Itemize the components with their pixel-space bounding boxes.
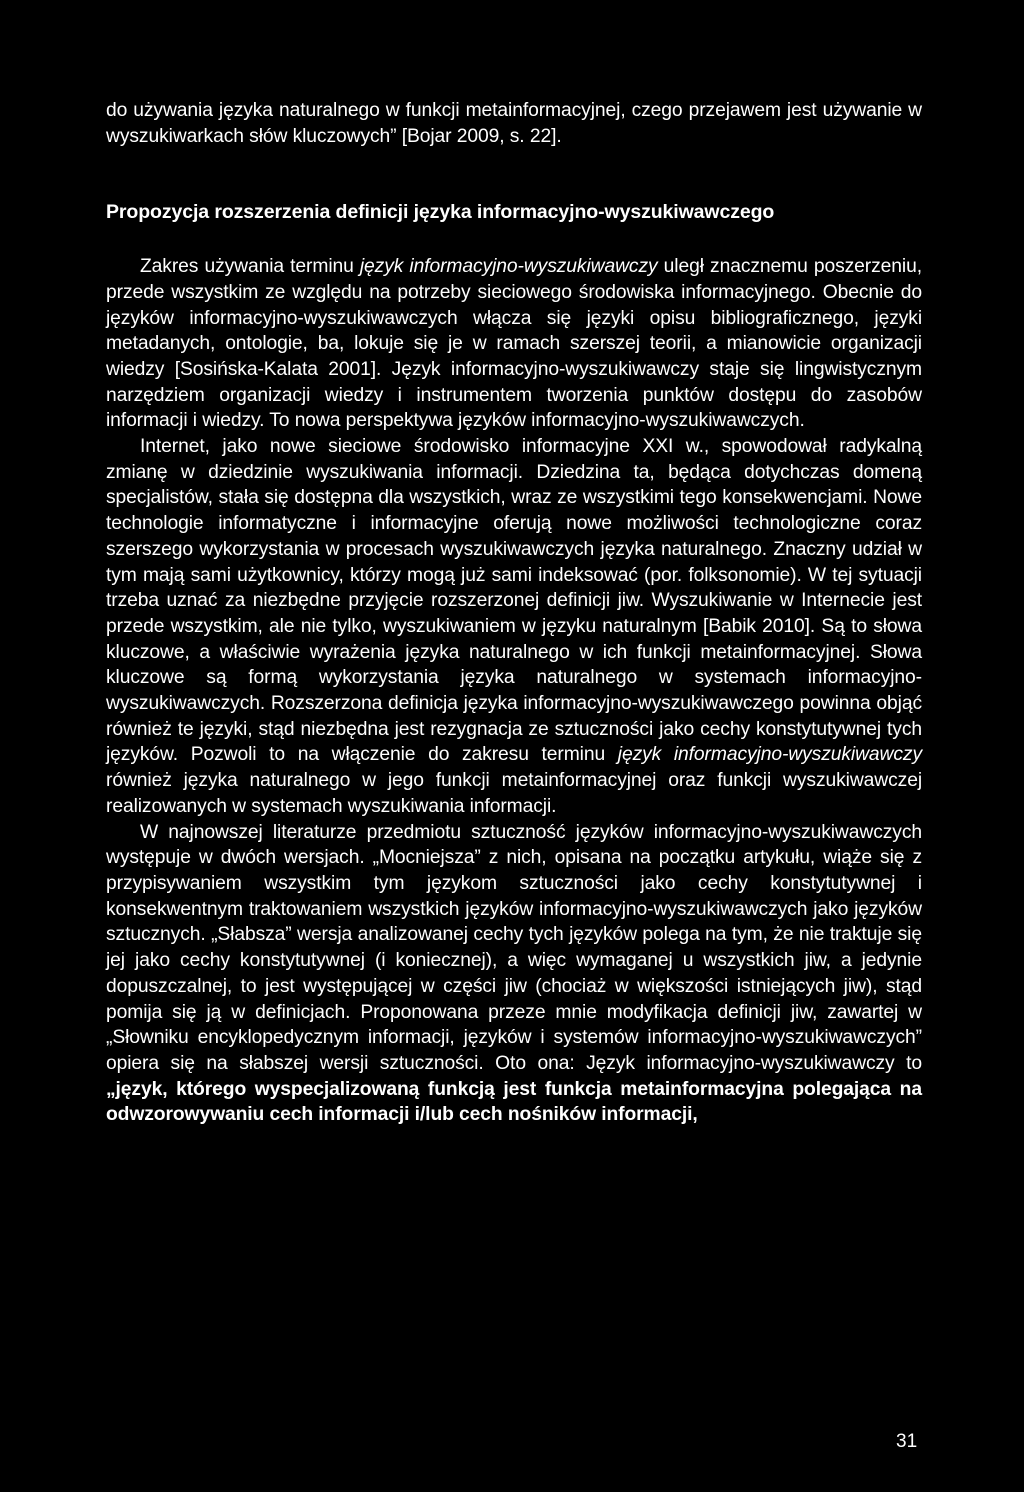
text-column [106,98,922,1128]
paragraph-2-text-a: Internet, jako nowe sieciowe środowisko informacyjne XXI w., spowodował radykalną zmianę w dziedzinie wyszukiwania informacji. Dziedzina ta, będąca dotychczas domeną specjalistów, stała się dostępna dla wszystkich, wraz ze wszystkimi tego konsekwencjami. Nowe technologie informatyczne i informacyjne oferują nowe możliwości technologiczne coraz szerszego wykorzystania w procesach wyszukiwawczych języka naturalnego. Znaczny udział w tym mają sami użytkownicy, którzy mogą już sami indeksować (por. folksonomie). W tej sytuacji trzeba uznać za niezbędne przyjęcie rozszerzonej definicji jiw. Wyszukiwanie w Internecie jest przede wszystkim, ale nie tylko, wyszukiwaniem w języku naturalnym [Babik 2010]. Są to słowa kluczowe, a właściwie wyrażenia języka naturalnego w ich funkcji metainformacyjnej. Słowa kluczowe są formą wykorzystania języka naturalnego w systemach informacyjno-wyszukiwawczych. Rozszerzona definicja języka informacyjno-wyszukiwawczego powinna objąć również te języki, stąd niezbędna jest rezygnacja ze sztuczności jako cechy konstytutywnej tych języków. Pozwoli to na włączenie do zakresu terminu [106,436,922,766]
paragraph-3-definition: „język, którego wyspecjalizowaną funkcją jest funkcja metainformacyjna polegająca na odwzorowywaniu cech informacji i/lub cech nośników informacji, [106,1078,922,1126]
paragraph-1-text-b: uległ znacznemu poszerzeniu, przede wszystkim ze względu na potrzeby sieciowego środowiska informacyjnego. Obecnie do języków informacyjno-wyszukiwawczych włącza się języki opisu bibliograficznego, języki metadanych, ontologie, ba, lokuje się je w ramach szerszej teorii, a mianowicie organizacji wiedzy [Sosińska-Kalata 2001]. Język informacyjno-wyszukiwawczy staje się lingwistycznym narzędziem organizacji wiedzy i instrumentem tworzenia punktów dostępu do zasobów informacji i wiedzy. To nowa perspektywa języków informacyjno-wyszukiwawczych. [106,256,922,432]
page-number: 31 [896,1431,918,1452]
paragraph-3-text: W najnowszej literaturze przedmiotu sztuczność języków informacyjno-wyszukiwawczych występuje w dwóch wersjach. „Mocniejsza” z nich, opisana na początku artykułu, wiąże się z przypisywaniem wszystkim tym językom sztuczności jako cechy konstytutywnej i konsekwentnym traktowaniem wszystkich języków informacyjno-wyszukiwawczych jako języków sztucznych. „Słabsza” wersja analizowanej cechy tych języków polega na tym, że nie traktuje się jej jako cechy konstytutywnej (i koniecznej), a więc wymaganej u wszystkich jiw, a jedynie dopuszczalnej, to jest występującej w części jiw (chociaż w większości istniejących jiw), stąd pomija się ją w definicjach. Proponowana przeze mnie modyfikacja definicji jiw, zawartej w „Słowniku encyklopedycznym informacji, języków i systemów informacyjno-wyszukiwawczych” opiera się na słabszej wersji sztuczności. Oto ona: Język informacyjno-wyszukiwawczy to [106,821,922,1074]
paragraph-2-text-b: również języka naturalnego w jego funkcji metainformacyjnej oraz funkcji wyszukiwawczej realizowanych w systemach wyszukiwania informacji. [106,770,922,817]
paragraph-1 [106,254,922,434]
section-heading: Propozycja rozszerzenia definicji języka informacyjno-wyszukiwawczego [106,201,775,224]
opening-paragraph: do używania języka naturalnego w funkcji metainformacyjnej, czego przejawem jest używanie w wyszukiwarkach słów kluczowych” [Bojar 2009, s. 22]. [106,100,922,147]
paragraph-3 [106,820,922,1128]
paragraph-1-term: język informacyjno-wyszukiwawczy [359,256,658,278]
paragraph-2-term: język informacyjno-wyszukiwawczy [617,744,922,766]
paragraph-2 [106,434,922,820]
paragraph-1-text-a: Zakres używania terminu [140,256,360,278]
